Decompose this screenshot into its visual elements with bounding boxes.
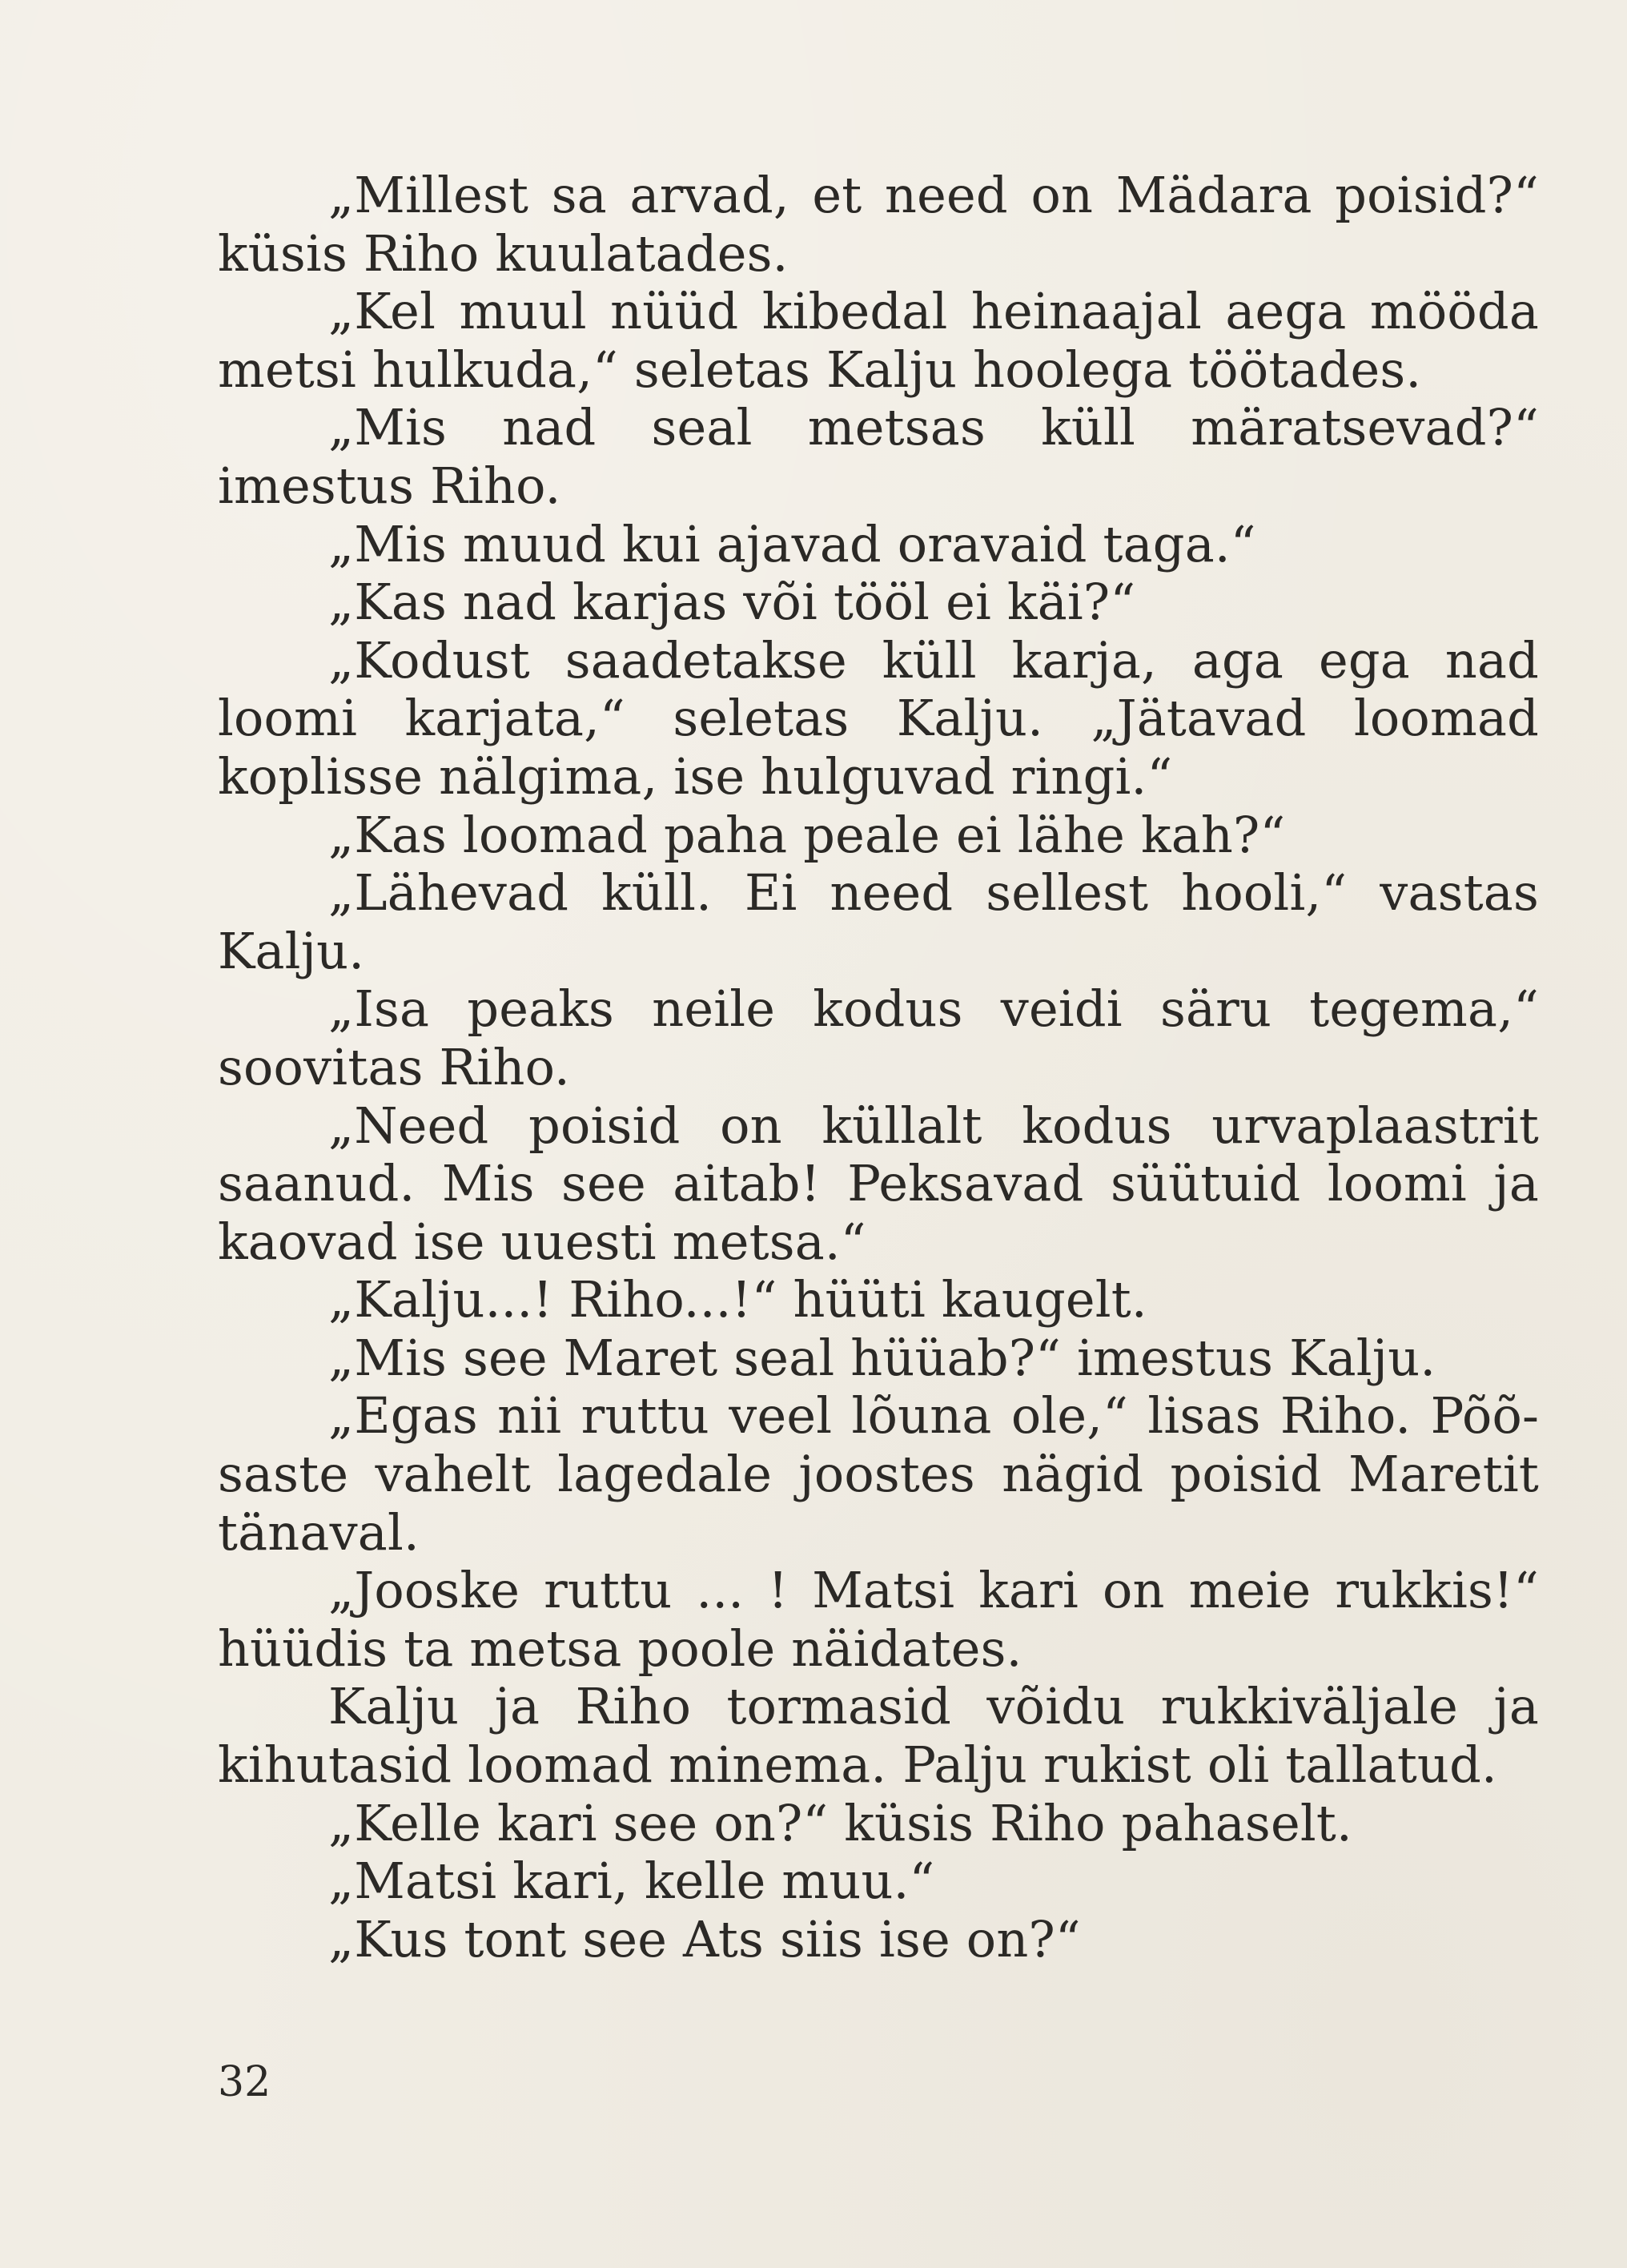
paragraph-5: „Kas nad karjas või tööl ei käi?“ bbox=[328, 573, 1136, 632]
paragraph-8: „Lähevad küll. Ei need sellest hooli,“ vastas Kalju. bbox=[218, 863, 1539, 980]
paragraph-11: „Kalju...! Riho...!“ hüüti kaugelt. bbox=[328, 1270, 1147, 1329]
paragraph-17: „Matsi kari, kelle muu.“ bbox=[328, 1852, 935, 1911]
paragraph-15: Kalju ja Riho tormasid võidu rukkiväljale ja kihutasid loomad minema. Palju rukist oli tallatud. bbox=[218, 1677, 1539, 1795]
paragraph-16: „Kelle kari see on?“ küsis Riho pahaselt. bbox=[328, 1793, 1352, 1852]
paragraph-4: „Mis muud kui ajavad oravaid taga.“ bbox=[328, 514, 1256, 573]
paragraph-2: „Kel muul nüüd kibedal heinaajal aega mööda metsi hulkuda,“ seletas Kalju hoolega töötades. bbox=[218, 282, 1539, 399]
paragraph-3: „Mis nad seal metsas küll märatsevad?“ imestus Riho. bbox=[218, 398, 1539, 515]
paragraph-1: „Millest sa arvad, et need on Mädara poisid?“ küsis Riho kuulatades. bbox=[218, 166, 1539, 283]
paragraph-18: „Kus tont see Ats siis ise on?“ bbox=[328, 1909, 1081, 1968]
paragraph-10: „Need poisid on küllalt kodus urvaplaastrit saanud. Mis see aitab! Peksavad süütuid loomi ja kaovad ise uuesti metsa.“ bbox=[218, 1096, 1539, 1271]
body-text bbox=[218, 167, 1539, 1968]
paragraph-14: „Jooske ruttu ... ! Matsi kari on meie rukkis!“ hüüdis ta metsa poole näidates. bbox=[218, 1561, 1539, 1678]
paragraph-7: „Kas loomad paha peale ei lähe kah?“ bbox=[328, 805, 1286, 864]
page-number: 32 bbox=[218, 2058, 271, 2106]
paragraph-12: „Mis see Maret seal hüüab?“ imestus Kalju. bbox=[328, 1328, 1436, 1387]
paragraph-9: „Isa peaks neile kodus veidi säru tegema,“ soovitas Riho. bbox=[218, 979, 1539, 1096]
paragraph-6: „Kodust saadetakse küll karja, aga ega nad loomi karjata,“ seletas Kalju. „Jätavad loomad koplisse nälgima, ise hulguvad ringi.“ bbox=[218, 630, 1539, 806]
paragraph-13: „Egas nii ruttu veel lõuna ole,“ lisas Riho. Põõsaste vahelt lagedale joostes nägid poisid Maretit tänaval. bbox=[218, 1386, 1539, 1562]
